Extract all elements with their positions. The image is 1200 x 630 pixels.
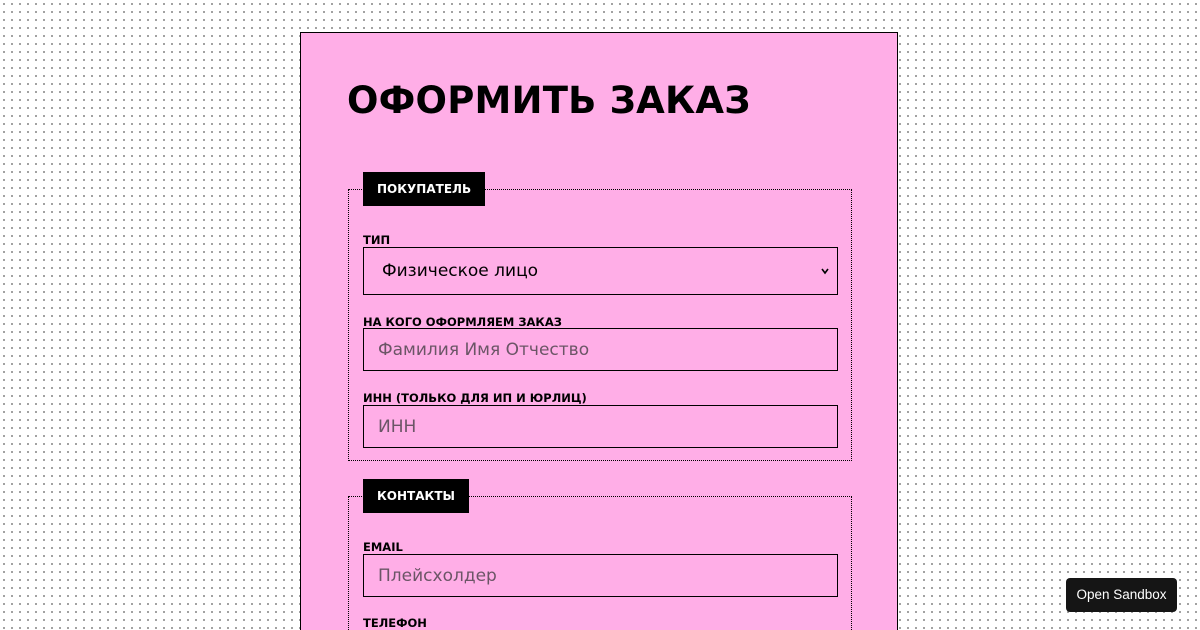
email-label: EMAIL xyxy=(363,540,403,554)
buyer-fieldset xyxy=(348,182,852,461)
name-label: НА КОГО ОФОРМЛЯЕМ ЗАКАЗ xyxy=(363,315,562,329)
chevron-down-icon xyxy=(821,267,829,275)
buyer-legend: ПОКУПАТЕЛЬ xyxy=(363,172,485,206)
page-title: ОФОРМИТЬ ЗАКАЗ xyxy=(347,79,751,122)
email-field-box xyxy=(363,554,838,597)
buyer-type-select[interactable] xyxy=(363,247,838,295)
open-sandbox-button[interactable]: Open Sandbox xyxy=(1066,578,1177,612)
full-name-input[interactable] xyxy=(364,329,837,370)
contacts-legend: КОНТАКТЫ xyxy=(363,479,469,513)
inn-label: ИНН (ТОЛЬКО ДЛЯ ИП И ЮРЛИЦ) xyxy=(363,391,587,405)
order-form-card xyxy=(300,32,898,630)
type-label: ТИП xyxy=(363,233,391,247)
email-input[interactable] xyxy=(364,555,837,596)
buyer-type-value: Физическое лицо xyxy=(382,261,539,281)
phone-label: ТЕЛЕФОН xyxy=(363,616,427,630)
name-field-box xyxy=(363,328,838,371)
inn-field-box xyxy=(363,405,838,448)
contacts-fieldset xyxy=(348,489,852,630)
inn-input[interactable] xyxy=(364,406,837,447)
